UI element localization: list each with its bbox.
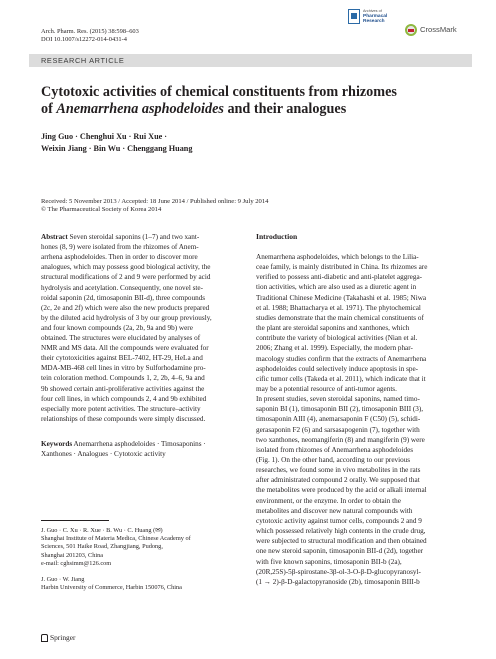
- abstract-line: structural modifications of 2 and 9 were performed by acid: [41, 273, 211, 282]
- introduction-line: cific tumor cells (Takeda et al. 2011), which indicate that it: [256, 374, 426, 383]
- keywords-line2: Xanthones · Analogues · Cytotoxic activity: [41, 450, 166, 459]
- affiliation-line: Shanghai 201203, China: [41, 551, 104, 559]
- introduction-line: ceae family, is mainly distributed in China. Its rhizomes are: [256, 263, 428, 272]
- introduction-line: In present studies, seven steroidal saponins, named timo-: [256, 395, 420, 404]
- title-suffix: and their analogues: [223, 101, 347, 117]
- springer-horse-icon: [41, 634, 48, 642]
- introduction-line: Anemarrhena asphodeloides, which belongs to the Lilia-: [256, 253, 419, 261]
- abstract-line: by the diluted acid hydrolysis of 3 by our group previously,: [41, 313, 212, 322]
- introduction-line: metabolites and discover new natural compounds with: [256, 506, 413, 515]
- introduction-line: the metabolites were produced by the acid or alkali internal: [256, 486, 427, 495]
- introduction-line: researches, we found some in vivo metabolites in the rats: [256, 466, 421, 475]
- abstract-line: analogues, which may possess good biological activity, the: [41, 263, 211, 272]
- introduction-line: tion activities, which are also used as a diuretic agent in: [256, 283, 417, 292]
- introduction-line: cytotoxic activity against tumor cells, compounds 2 and 9: [256, 516, 422, 525]
- abstract-line: hones (8, 9) were isolated from the rhizomes of Anem-: [41, 243, 199, 252]
- doi-text[interactable]: DOI 10.1007/s12272-014-0431-4: [41, 36, 127, 43]
- crossmark-badge[interactable]: [405, 24, 463, 38]
- introduction-line: one new steroid saponin, timosaponin BII-d (2d), together: [256, 547, 424, 556]
- abstract-line: and four known compounds (2a, 2b, 9a and 9b) were: [41, 323, 193, 332]
- introduction-line: timosaponin AIII (4), anemarsaponin F (C50) (5), schidi-: [256, 415, 421, 424]
- introduction-line: after administrated compound 2 orally. We supposed that: [256, 476, 420, 485]
- article-type-label: RESEARCH ARTICLE: [41, 56, 125, 65]
- affiliation-line[interactable]: e-mail: cghsimm@126.com: [41, 559, 112, 567]
- crossmark-label: CrossMark: [420, 25, 457, 34]
- introduction-line: verified to possess anti-diabetic and anti-platelet aggrega-: [256, 273, 423, 282]
- abstract-line: relationships of these compounds were simply discussed.: [41, 414, 206, 423]
- keywords-line1: Keywords Anemarrhena asphodeloides · Timosaponins ·: [41, 440, 206, 448]
- title-species: Anemarrhena asphodeloides: [56, 101, 224, 117]
- affiliation-line: Shanghai Institute of Materia Medica, Chinese Academy of: [41, 535, 191, 543]
- introduction-line: gerasaponin F2 (6) and sarsasapogenin (7), together with: [256, 425, 420, 434]
- received-dates: Received: 5 November 2013 / Accepted: 18 June 2014 / Published online: 9 July 2014: [41, 198, 269, 205]
- springer-label: Springer: [50, 633, 76, 642]
- springer-logo[interactable]: [41, 633, 81, 643]
- introduction-line: which possessed relatively high contents in the crude drug,: [256, 527, 426, 536]
- abstract-line: hydrolysis and acetylation. Consequently, one novel ste-: [41, 283, 204, 292]
- introduction-line: the plant are steroidal saponins and xanthones, which: [256, 324, 410, 333]
- title-prefix: of: [41, 101, 57, 117]
- affiliation-divider: [41, 520, 109, 521]
- copyright-line: © The Pharmaceutical Society of Korea 2014: [41, 206, 162, 213]
- affiliation-line: Sciences, 501 Haike Road, Zhangjiang, Pudong,: [41, 543, 163, 551]
- abstract-line: (2c, 2e and 2f) which were also the new products prepared: [41, 303, 210, 312]
- introduction-line: asphodeloides could selectively induce apoptosis in spe-: [256, 364, 419, 373]
- authors-line1: Jing Guo · Chenghui Xu · Rui Xue ·: [41, 132, 168, 141]
- introduction-line: macology studies confirm that the extracts of Anemarrhena: [256, 354, 427, 363]
- archives-logo-icon: [348, 9, 360, 24]
- introduction-line: (20R,25S)-5β-spirostane-3β-ol-3-O-β-D-glucopyranosyl-: [256, 567, 421, 576]
- abstract-line: MDA-MB-468 cell lines in vitro by Sulforhodamine pro-: [41, 364, 206, 373]
- introduction-line: may be a potential resource of anti-tumor agents.: [256, 384, 397, 393]
- introduction-line: contribute the variety of biological activities (Nian et al.: [256, 334, 418, 343]
- archives-badge-line1: Archives of: [363, 9, 382, 13]
- authors-line2: Weixin Jiang · Bin Wu · Chenggang Huang: [41, 144, 193, 153]
- abstract-line: especially more potent activities. The structure–activity: [41, 404, 201, 413]
- abstract-line: NMR and MS data. All the compounds were evaluated for: [41, 344, 209, 353]
- introduction-line: (1 → 2)-β-D-galactopyranoside (2b), timosaponin BIII-b: [256, 577, 420, 586]
- introduction-line: were subjected to structural modification and then obtained: [256, 537, 427, 546]
- affiliation-line: J. Guo · W. Jiang: [41, 576, 85, 584]
- abstract-line: roidal saponin (2d, timosaponin BII-d), three compounds: [41, 293, 206, 302]
- abstract-line: obtained. The structures were elucidated by analyses of: [41, 334, 201, 342]
- archives-badge[interactable]: [348, 7, 396, 33]
- archives-badge-line2: Pharmacal Research: [363, 14, 388, 25]
- introduction-line: et al. 1988; Bhattacharya et al. 1971). The phytochemical: [256, 303, 421, 312]
- abstract-line: 9b showed certain anti-proliferative activities against the: [41, 384, 205, 393]
- article-title-line2: [41, 101, 346, 117]
- introduction-heading: Introduction: [256, 232, 298, 241]
- crossmark-icon: [405, 24, 417, 36]
- introduction-line: studies demonstrate that the main chemical constituents of: [256, 313, 424, 322]
- journal-reference: Arch. Pharm. Res. (2015) 38:598–603: [41, 28, 139, 35]
- introduction-line: two xanthones, neomangiferin (8) and mangiferin (9) were: [256, 435, 425, 444]
- abstract-heading-line: Abstract Seven steroidal saponins (1–7) and two xant-: [41, 233, 200, 241]
- article-title-line1: Cytotoxic activities of chemical constituents from rhizomes: [41, 84, 397, 100]
- introduction-line: 2006; Zhang et al. 1999). Especially, the modern phar-: [256, 344, 413, 353]
- introduction-line: saponin BI (1), timosaponin BII (2), timosaponin BIII (3),: [256, 405, 424, 414]
- abstract-line: tein coloration method. Compounds 1, 2, 2b, 4–6, 9a and: [41, 374, 205, 383]
- abstract-line: arrhena asphodeloides. Then in order to discover more: [41, 253, 198, 262]
- introduction-line: isolated from rhizomes of Anemarrhena asphodeloides: [256, 445, 414, 454]
- affiliation-line: Harbin University of Commerce, Harbin 150076, China: [41, 584, 182, 592]
- abstract-line: their cytotoxicities against BEL-7402, HT-29, HeLa and: [41, 354, 203, 363]
- introduction-line: Traditional Chinese Medicine (Takahashi et al. 1985; Niwa: [256, 293, 427, 302]
- introduction-line: environment, or the enzyme. In order to obtain the: [256, 496, 401, 505]
- affiliation-line: J. Guo · C. Xu · R. Xue · B. Wu · C. Huang (✉): [41, 527, 163, 534]
- introduction-line: with five known saponins, timosaponin BII-b (2a),: [256, 557, 402, 566]
- abstract-line: four cell lines, in which compounds 2, 4 and 9b exhibited: [41, 394, 207, 403]
- introduction-line: (Fig. 1). On the other hand, according to our previous: [256, 456, 411, 464]
